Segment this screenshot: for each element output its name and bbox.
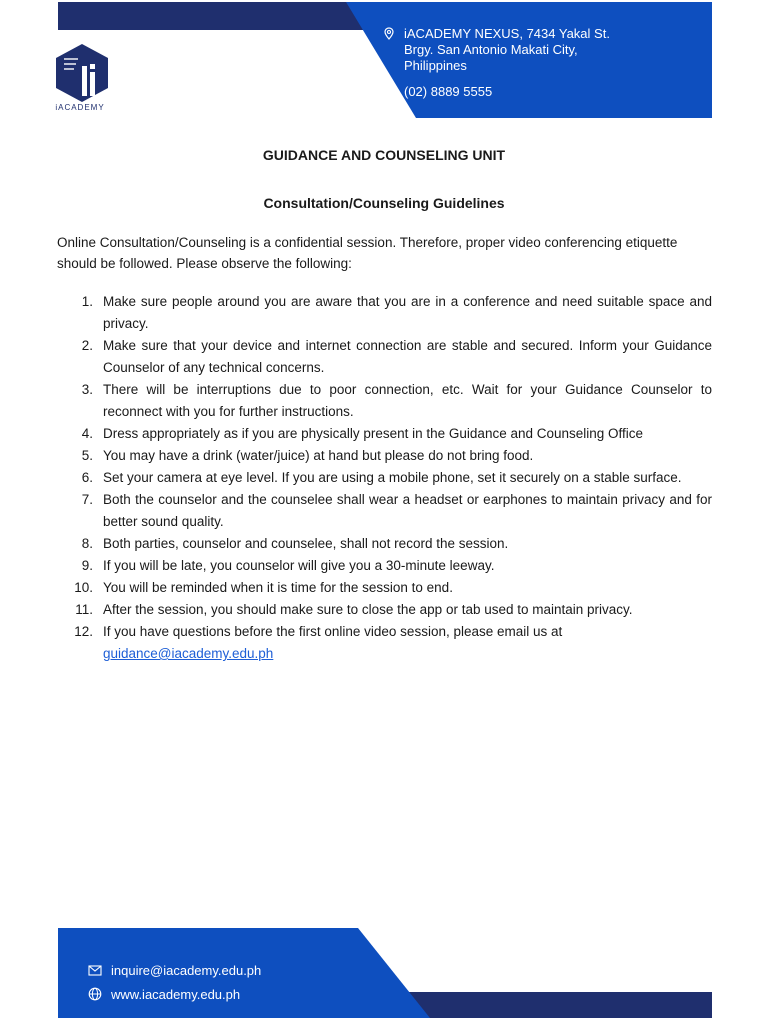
list-item-number: 1. <box>81 294 93 309</box>
list-item <box>57 467 712 489</box>
globe-icon <box>88 987 102 1001</box>
unit-title: GUIDANCE AND COUNSELING UNIT <box>262 147 506 163</box>
list-item <box>57 291 712 335</box>
guidance-email-link[interactable]: guidance@iacademy.edu.ph <box>103 646 274 661</box>
list-item-text: You may have a drink (water/juice) at hand but please do not bring food. <box>103 448 534 463</box>
list-item-number: 3. <box>81 382 93 397</box>
list-item-text: Set your camera at eye level. If you are using a mobile phone, set it securely on a stable surface. <box>103 470 682 485</box>
list-item-number: 7. <box>81 492 93 507</box>
logo-wordmark: iACADEMY <box>55 103 105 112</box>
list-item <box>57 533 712 555</box>
footer-website-row <box>88 982 261 1006</box>
list-item <box>57 335 712 379</box>
list-item <box>57 445 712 467</box>
header-phone <box>382 84 610 100</box>
list-item-number: 2. <box>81 338 93 353</box>
address-line-1: iACADEMY NEXUS, 7434 Yakal St. <box>404 26 610 41</box>
list-item <box>57 423 712 445</box>
address-line-2: Brgy. San Antonio Makati City, <box>404 42 578 57</box>
list-item-number: 4. <box>81 426 93 441</box>
guidelines-title: Consultation/Counseling Guidelines <box>263 195 505 211</box>
list-item-number: 5. <box>81 448 93 463</box>
phone-number: (02) 8889 5555 <box>404 84 493 99</box>
footer-email-row <box>88 958 261 982</box>
address-line-3: Philippines <box>404 58 467 73</box>
list-item-text: If you have questions before the first online video session, please email us at <box>103 624 563 639</box>
header-contact-info <box>382 26 610 100</box>
header-navy-band <box>58 2 378 30</box>
list-item-text: Make sure people around you are aware that you are in a conference and need suitable space and privacy. <box>103 294 712 331</box>
guidelines-list <box>57 291 712 665</box>
list-item-number: 11. <box>75 602 93 617</box>
header-address <box>382 26 610 74</box>
location-pin-icon <box>382 27 396 41</box>
list-item <box>57 555 712 577</box>
list-item <box>57 621 712 665</box>
list-item-number: 9. <box>81 558 93 573</box>
mail-icon <box>88 963 102 977</box>
list-item-number: 8. <box>81 536 93 551</box>
footer-email[interactable]: inquire@iacademy.edu.ph <box>111 962 262 978</box>
list-item-number: 6. <box>81 470 93 485</box>
list-item-number: 12. <box>74 624 93 639</box>
list-item-number: 10. <box>74 580 93 595</box>
list-item-text: Both parties, counselor and counselee, shall not record the session. <box>103 536 509 551</box>
list-item-text: After the session, you should make sure to close the app or tab used to maintain privacy. <box>103 602 633 617</box>
list-item-text: Both the counselor and the counselee shall wear a headset or earphones to maintain privacy and for better sound quality. <box>103 492 712 529</box>
intro-paragraph: Online Consultation/Counseling is a confidential session. Therefore, proper video conferencing etiquette should be followed. Please observe the following: <box>57 235 678 271</box>
phone-icon <box>382 85 396 99</box>
footer-website[interactable]: www.iacademy.edu.ph <box>111 986 241 1002</box>
footer-contact-info <box>88 958 261 1006</box>
list-item <box>57 577 712 599</box>
list-item-text: You will be reminded when it is time for the session to end. <box>103 580 453 595</box>
footer-navy-band <box>388 992 712 1018</box>
list-item-text: If you will be late, you counselor will give you a 30-minute leeway. <box>103 558 495 573</box>
list-item-text: Make sure that your device and internet connection are stable and secured. Inform your Guidance Counselor of any technical concerns. <box>103 338 712 375</box>
list-item-text: Dress appropriately as if you are physically present in the Guidance and Counseling Office <box>103 426 644 441</box>
list-item <box>57 489 712 533</box>
list-item-text: There will be interruptions due to poor connection, etc. Wait for your Guidance Counselor to reconnect with you for further instructions. <box>103 382 712 419</box>
list-item <box>57 379 712 423</box>
list-item <box>57 599 712 621</box>
